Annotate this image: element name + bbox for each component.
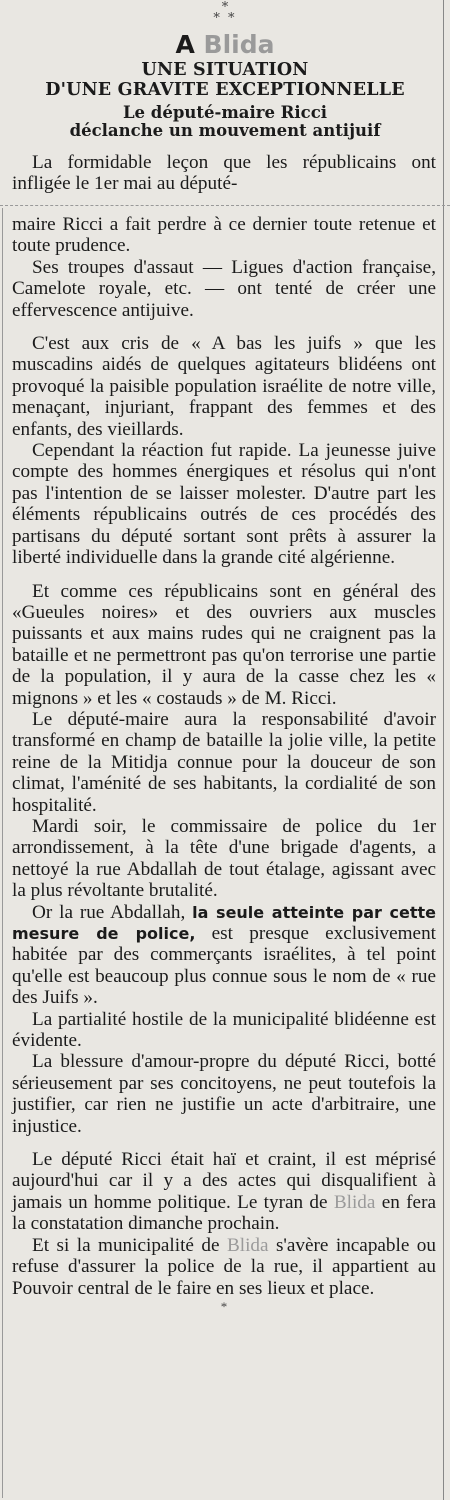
headline-prefix: A xyxy=(175,30,195,59)
ornament-bottom-star: * xyxy=(220,1298,228,1314)
headline xyxy=(0,30,450,60)
subtitle-line-1: Le député-maire Ricci xyxy=(122,103,328,122)
title-line-1: UNE SITUATION xyxy=(141,60,309,80)
paragraph-2: Ses troupes d'assaut — Ligues d'action française, Camelote royale, etc. — ont tenté de créer une effervescence antijuive. xyxy=(12,256,436,321)
article-body xyxy=(12,214,436,1312)
paragraph-9: La partialité hostile de la municipalité blidéenne est évidente. xyxy=(12,1008,436,1052)
column-break xyxy=(0,205,450,206)
paragraph-12-place: Blida xyxy=(226,1234,269,1256)
headline-place: Blida xyxy=(203,30,275,59)
title-line-2: D'UNE GRAVITE EXCEPTIONNELLE xyxy=(45,80,405,100)
paragraph-12 xyxy=(12,1235,436,1299)
paragraph-11-end: en fera la constatation dimanche prochain. xyxy=(12,1191,436,1235)
paragraph-11-start: Le député Ricci était haï et craint, il est méprisé aujourd'hui car il y a des actes qui disqualifient à jamais un homme politique. Le tyran de xyxy=(12,1149,436,1213)
paragraph-8 xyxy=(12,902,436,1009)
ornament-star-row: * * xyxy=(213,11,237,26)
paragraph-3: C'est aux cris de « A bas les juifs » que les muscadins aidés de quelques agitateurs blidéens ont provoqué la paisible population israélite de notre ville, menaçant, injuriant, frappant des femmes et des enfants, des vieillards. xyxy=(12,333,436,440)
paragraph-4: Cependant la réaction fut rapide. La jeunesse juive compte des hommes énergiques et résolus qui n'ont pas l'intention de se laisser molester. D'autre part les éléments républicains outrés de ces procédés des partisans du député sortant sont prêts à assurer la liberté individuelle dans la grande cité algérienne. xyxy=(12,440,436,569)
paragraph-5: Et comme ces républicains sont en général des «Gueules noires» et des ouvriers aux muscles puissants et aux mains rudes qui ne craignent pas la bataille et ne permettront pas qu'on terrorise une partie de la population, il y aura de la casse chez les « mignons » et les « costauds » de M. Ricci. xyxy=(12,580,436,709)
paragraph-8-bold: la seule atteinte par cette mesure de police, xyxy=(12,902,436,943)
paragraph-7: Mardi soir, le commissaire de police du 1er arrondissement, à la tête d'une brigade d'agents, a nettoyé la rue Abdallah de tout étalage, agissant avec la plus révoltante brutalité. xyxy=(12,815,436,902)
paragraph-1: maire Ricci a fait perdre à ce dernier toute retenue et toute prudence. xyxy=(12,214,436,257)
paragraph-6: Le député-maire aura la responsabilité d'avoir transformé en champ de bataille la jolie ville, la petite reine de la Mitidja connue pour la douceur de son climat, l'aménité de ses habitants, la cordialité de son hospitalité. xyxy=(12,708,436,816)
lead-text: La formidable leçon que les républicains ont infligée le 1er mai au député- xyxy=(12,152,436,195)
ornament-stars xyxy=(0,2,450,24)
column-rule-right xyxy=(443,0,444,1500)
paragraph-8-end: est presque exclusivement habitée par des commerçants israélites, à tel point qu'elle est beaucoup plus connue sous le nom de « rue des Juifs ». xyxy=(12,923,436,1009)
paragraph-12-end: s'avère incapable ou refuse d'assurer la police de la rue, il appartient au Pouvoir central de le faire en ses lieux et place. xyxy=(12,1234,436,1299)
ornament-top-star: * xyxy=(221,0,229,15)
lead-paragraph xyxy=(12,152,436,195)
column-rule-left xyxy=(2,208,3,1498)
paragraph-12-start: Et si la municipalité de xyxy=(32,1234,227,1256)
paragraph-11-place: Blida xyxy=(333,1191,376,1213)
subtitle-line-2: déclanche un mouvement antijuif xyxy=(69,121,381,140)
paragraph-8-start: Or la rue Abdallah, xyxy=(32,901,193,923)
paragraph-11 xyxy=(12,1149,436,1235)
paragraph-10: La blessure d'amour-propre du député Ricci, botté sérieusement par ses concitoyens, ne peut toutefois la justifier, car rien ne justifie un acte d'arbitraire, une injustice. xyxy=(12,1051,436,1137)
